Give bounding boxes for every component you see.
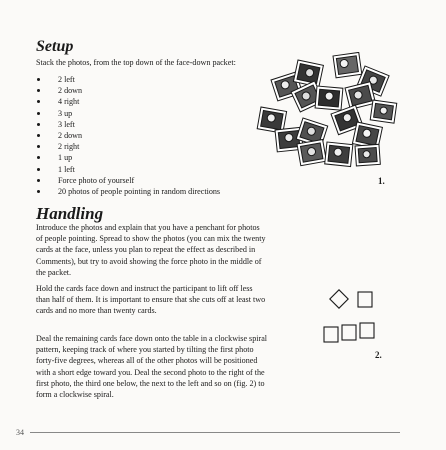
figure-2-label: 2.	[375, 350, 382, 360]
setup-stack-list	[36, 74, 256, 197]
bullet-icon	[37, 123, 40, 126]
handling-heading: Handling	[36, 204, 104, 223]
card-outline	[360, 323, 374, 338]
card-outline	[342, 325, 356, 340]
scattered-photos-illustration	[253, 52, 403, 172]
bullet-icon	[37, 89, 40, 92]
photo-card	[325, 142, 353, 167]
photo-card	[333, 52, 362, 77]
photo-card	[315, 86, 343, 110]
card-outline	[324, 327, 338, 342]
list-item: 20 photos of people pointing in random directions	[36, 186, 256, 197]
page-number: 34	[16, 428, 24, 437]
list-item: 4 right	[36, 96, 256, 107]
bullet-icon	[37, 78, 40, 81]
figure-1-label: 1.	[378, 176, 385, 186]
photo-card	[297, 139, 326, 165]
list-item: 2 left	[36, 74, 256, 85]
bullet-icon	[37, 168, 40, 171]
list-item: 3 left	[36, 119, 256, 130]
bullet-icon	[37, 145, 40, 148]
list-item: Force photo of yourself	[36, 175, 256, 186]
list-item: 1 up	[36, 152, 256, 163]
photo-card	[370, 100, 397, 123]
list-item: 2 down	[36, 85, 256, 96]
photo-card	[293, 60, 323, 87]
card-outline	[358, 292, 372, 307]
handling-paragraph-2: Hold the cards face down and instruct the participant to lift off less than half of them. It is important to ensure that she cuts off at least two cards and no more than twenty cards.	[36, 284, 266, 316]
photo-card	[345, 82, 376, 110]
photo-card	[355, 144, 380, 166]
bullet-icon	[37, 112, 40, 115]
list-item: 2 down	[36, 130, 256, 141]
tilted-first-card	[330, 290, 348, 308]
handling-paragraph-1: Introduce the photos and explain that you have a penchant for photos of people pointing. Spread to show the photos (you can mix the twenty cards at the face, unless you plan to repeat the effect as described in Comments), but try to avoid showing the force photo in the middle of the packet.	[36, 223, 266, 277]
bullet-icon	[37, 190, 40, 193]
setup-heading: Setup	[36, 38, 74, 55]
footer-rule	[30, 432, 400, 433]
list-item: 2 right	[36, 141, 256, 152]
handling-paragraph-3: Deal the remaining cards face down onto the table in a clockwise spiral pattern, keeping track of where you started by tilting the first photo forty-five degrees, whereas all of the other photos will be positioned with a short edge toward you. Deal the second photo to the right of the first photo, the third one below, the next to the left and so on (fig. 2) to form a clockwise spiral.	[36, 334, 268, 400]
bullet-icon	[37, 134, 40, 137]
list-item: 1 left	[36, 164, 256, 175]
spiral-layout-diagram	[322, 287, 382, 355]
list-item: 3 up	[36, 108, 256, 119]
bullet-icon	[37, 179, 40, 182]
setup-intro: Stack the photos, from the top down of the face-down packet:	[36, 58, 236, 67]
bullet-icon	[37, 100, 40, 103]
bullet-icon	[37, 156, 40, 159]
